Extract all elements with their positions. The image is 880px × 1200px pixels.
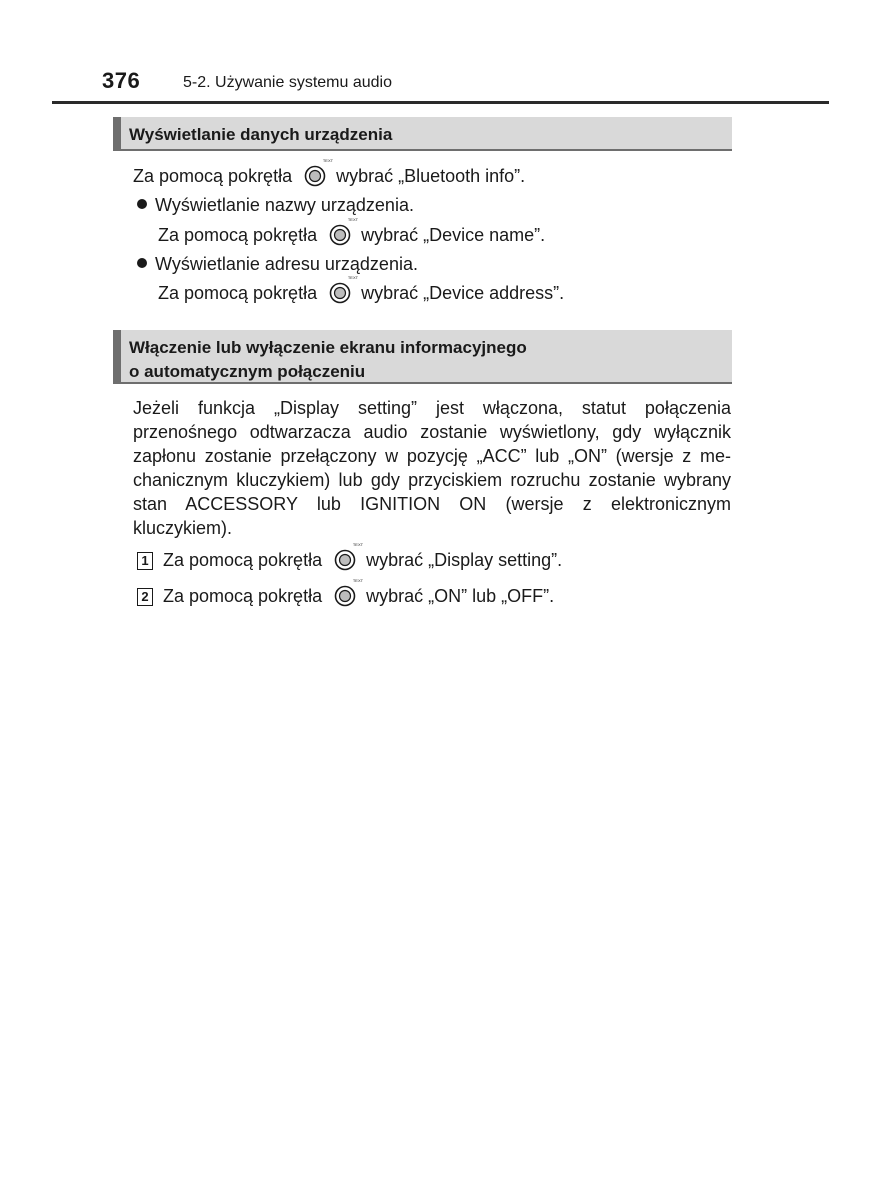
section-heading-auto-connection: [113, 330, 732, 384]
tune-knob-icon: TEXT: [329, 224, 351, 246]
instruction-device-name: Za pomocą pokrętła TEXT wybrać „Device name”.: [158, 217, 546, 245]
section-heading-device-info: [113, 117, 732, 151]
instruction-device-address: Za pomocą pokrętła TEXT wybrać „Device address”.: [158, 275, 565, 303]
bullet-device-address: Wyświetlanie adresu urządzenia.: [137, 252, 418, 276]
tune-knob-icon: TEXT: [304, 165, 326, 187]
step-number-badge: 2: [137, 588, 153, 606]
tune-knob-icon: TEXT: [334, 549, 356, 571]
section-heading-text-line2: o automatycznym połączeniu: [129, 362, 366, 381]
section-path: 5-2. Używanie systemu audio: [183, 74, 392, 91]
tune-knob-icon: TEXT: [329, 282, 351, 304]
bullet-device-name: Wyświetlanie nazwy urządzenia.: [137, 193, 414, 217]
description-paragraph: Jeżeli funkcja „Display setting” jest włączona, statut połączenia przenośnego odtwarzacza audio zostanie wyświetlony, gdy wyłącznik zapłonu zostanie przełączony w pozycję „ACC” lub „ON” (wersje z mechanicznym kluczykiem) lub gdy przyciskiem rozruchu zostanie wybrany stan ACCESSORY lub IGNITION ON (wersje z elektronicznym kluczykiem).: [133, 398, 731, 538]
tune-knob-icon: TEXT: [334, 585, 356, 607]
intro-instruction: Za pomocą pokrętła TEXT wybrać „Bluetooth info”.: [133, 158, 526, 186]
page-header: [0, 0, 880, 110]
step-1: 1 Za pomocą pokrętła TEXT wybrać „Display setting”.: [137, 548, 562, 572]
page-number: 376: [102, 68, 141, 93]
section-heading-text: Wyświetlanie danych urządzenia: [129, 125, 393, 144]
section-heading-text-line1: Włączenie lub wyłączenie ekranu informacyjnego: [129, 338, 527, 357]
bullet-icon: [137, 258, 147, 268]
bullet-icon: [137, 199, 147, 209]
step-2: 2 Za pomocą pokrętła TEXT wybrać „ON” lub „OFF”.: [137, 584, 554, 608]
header-rule: [52, 101, 829, 104]
step-number-badge: 1: [137, 552, 153, 570]
